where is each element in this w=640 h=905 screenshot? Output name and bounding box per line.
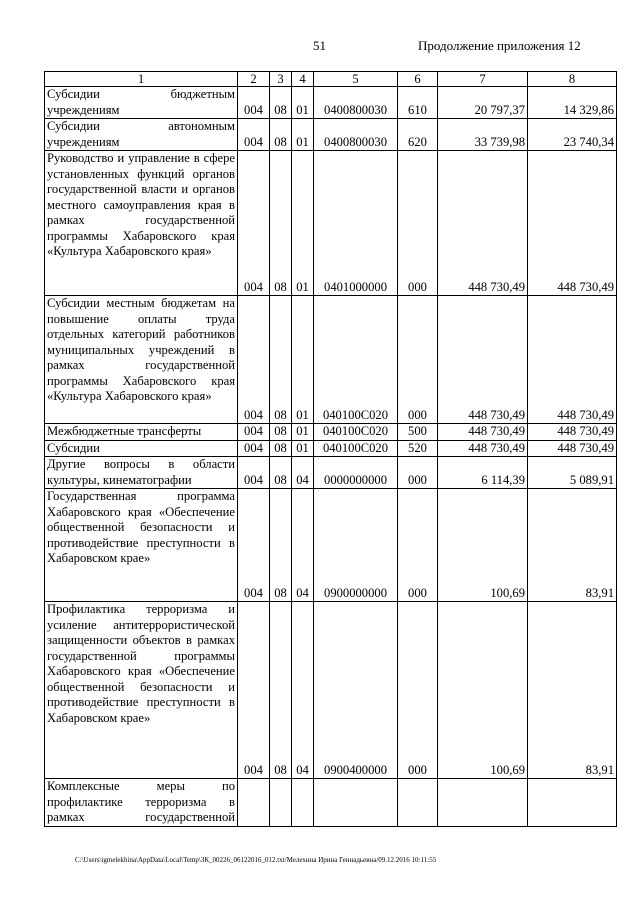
cell-amount-1: 448 730,49 (438, 151, 528, 296)
cell-subsection: 04 (292, 457, 314, 489)
cell-target-item: 0900000000 (314, 489, 398, 602)
cell-amount-2: 5 089,91 (528, 457, 617, 489)
column-header: 4 (292, 72, 314, 87)
cell-amount-1: 100,69 (438, 489, 528, 602)
cell-section: 08 (270, 424, 292, 441)
budget-table (44, 71, 617, 827)
cell-ministry (238, 779, 270, 827)
cell-target-item: 0000000000 (314, 457, 398, 489)
cell-section: 08 (270, 151, 292, 296)
row-name: Руководство и управление в сфере установленных функций органов государственной власти и органов местного самоуправления края в рамках государственной программы Хабаровского края «Культура Хабаровского края» (45, 151, 238, 296)
cell-expense-type (398, 779, 438, 827)
cell-ministry: 004 (238, 424, 270, 441)
column-header: 3 (270, 72, 292, 87)
cell-subsection: 01 (292, 296, 314, 424)
cell-section: 08 (270, 87, 292, 119)
table-row (45, 779, 617, 827)
cell-expense-type: 610 (398, 87, 438, 119)
cell-target-item: 040100С020 (314, 440, 398, 457)
page-number: 51 (313, 38, 326, 53)
cell-amount-2: 448 730,49 (528, 440, 617, 457)
cell-target-item: 0900400000 (314, 602, 398, 779)
appendix-continuation-title: Продолжение приложения 12 (418, 38, 581, 53)
table-row (45, 296, 617, 424)
column-header: 8 (528, 72, 617, 87)
row-name: Государственная программа Хабаровского края «Обеспечение общественной безопасности и противодействие преступности в Хабаровском крае» (45, 489, 238, 602)
cell-subsection: 04 (292, 602, 314, 779)
cell-ministry: 004 (238, 87, 270, 119)
cell-ministry: 004 (238, 296, 270, 424)
cell-amount-2: 448 730,49 (528, 424, 617, 441)
cell-target-item: 040100С020 (314, 296, 398, 424)
cell-amount-2: 23 740,34 (528, 119, 617, 151)
cell-amount-2: 83,91 (528, 489, 617, 602)
cell-expense-type: 500 (398, 424, 438, 441)
table-row (45, 489, 617, 602)
table-row (45, 119, 617, 151)
cell-target-item: 040100С020 (314, 424, 398, 441)
cell-amount-1: 6 114,39 (438, 457, 528, 489)
cell-amount-2: 83,91 (528, 602, 617, 779)
cell-expense-type: 520 (398, 440, 438, 457)
cell-subsection: 01 (292, 440, 314, 457)
cell-ministry: 004 (238, 489, 270, 602)
cell-section: 08 (270, 602, 292, 779)
row-name: Субсидии (45, 440, 238, 457)
table-row (45, 602, 617, 779)
row-name: Другие вопросы в области культуры, кинематографии (45, 457, 238, 489)
cell-expense-type: 000 (398, 296, 438, 424)
cell-amount-1: 448 730,49 (438, 296, 528, 424)
cell-expense-type: 000 (398, 602, 438, 779)
cell-expense-type: 000 (398, 151, 438, 296)
row-name: Субсидии местным бюджетам на повышение оплаты труда отдельных категорий работников муниципальных учреждений в рамках государственной программы Хабаровского края «Культура Хабаровского края» (45, 296, 238, 424)
cell-amount-2: 448 730,49 (528, 296, 617, 424)
cell-ministry: 004 (238, 602, 270, 779)
table-row (45, 87, 617, 119)
cell-subsection: 01 (292, 87, 314, 119)
cell-expense-type: 620 (398, 119, 438, 151)
cell-amount-1: 448 730,49 (438, 440, 528, 457)
cell-amount-1: 33 739,98 (438, 119, 528, 151)
row-name: Профилактика терроризма и усиление антитеррористической защищенности объектов в рамках государственной программы Хабаровского края «Обеспечение общественной безопасности и противодействие преступности в Хабаровском крае» (45, 602, 238, 779)
cell-amount-2: 14 329,86 (528, 87, 617, 119)
cell-target-item: 0400800030 (314, 87, 398, 119)
cell-amount-2: 448 730,49 (528, 151, 617, 296)
cell-ministry: 004 (238, 457, 270, 489)
footer-file-path: C:\Users\igmelekhina\AppData\Local\Temp\ЗК_00226_06122016_012.txt/Мелехина Ирина Геннадьевна/09.12.2016 10:11:55 (75, 856, 437, 864)
cell-target-item: 0401000000 (314, 151, 398, 296)
cell-amount-1 (438, 779, 528, 827)
row-name: Комплексные меры по профилактике терроризма в рамках государственной (45, 779, 238, 827)
table-row (45, 424, 617, 441)
table-header-row (45, 72, 617, 87)
cell-ministry: 004 (238, 151, 270, 296)
table-row (45, 151, 617, 296)
column-header: 2 (238, 72, 270, 87)
cell-section: 08 (270, 296, 292, 424)
row-name: Субсидии автономным учреждениям (45, 119, 238, 151)
row-name: Субсидии бюджетным учреждениям (45, 87, 238, 119)
cell-expense-type: 000 (398, 457, 438, 489)
cell-section: 08 (270, 440, 292, 457)
cell-subsection: 04 (292, 489, 314, 602)
cell-expense-type: 000 (398, 489, 438, 602)
cell-amount-1: 100,69 (438, 602, 528, 779)
table-row (45, 457, 617, 489)
cell-section (270, 779, 292, 827)
cell-section: 08 (270, 489, 292, 602)
cell-subsection (292, 779, 314, 827)
cell-amount-1: 20 797,37 (438, 87, 528, 119)
cell-target-item (314, 779, 398, 827)
cell-amount-1: 448 730,49 (438, 424, 528, 441)
column-header: 6 (398, 72, 438, 87)
column-header: 5 (314, 72, 398, 87)
cell-subsection: 01 (292, 151, 314, 296)
cell-amount-2 (528, 779, 617, 827)
cell-ministry: 004 (238, 119, 270, 151)
cell-ministry: 004 (238, 440, 270, 457)
cell-subsection: 01 (292, 424, 314, 441)
cell-subsection: 01 (292, 119, 314, 151)
cell-section: 08 (270, 119, 292, 151)
cell-target-item: 0400800030 (314, 119, 398, 151)
column-header: 7 (438, 72, 528, 87)
column-header: 1 (45, 72, 238, 87)
cell-section: 08 (270, 457, 292, 489)
row-name: Межбюджетные трансферты (45, 424, 238, 441)
table-row (45, 440, 617, 457)
